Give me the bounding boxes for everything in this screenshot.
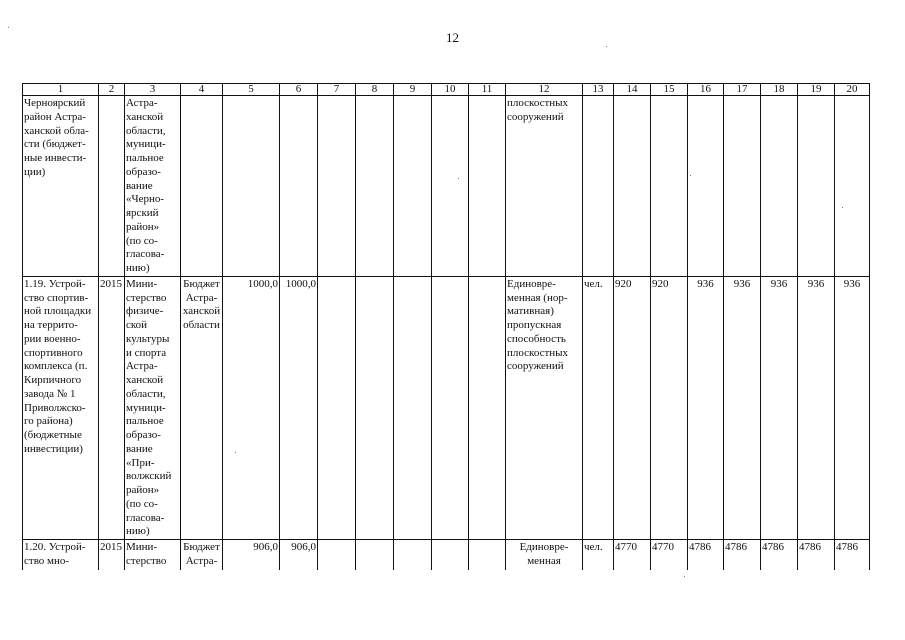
- table-cell: Черноярский район Астра- ханской обла- сти (бюджет- ные инвести- ции): [23, 96, 99, 277]
- header-row: [23, 84, 870, 96]
- table-cell: [469, 96, 506, 277]
- table-cell: 906,0: [223, 540, 280, 570]
- table-cell: [835, 96, 870, 277]
- table-cell: [688, 96, 724, 277]
- table-cell: 936: [761, 276, 798, 539]
- scan-speck: [458, 178, 459, 179]
- scan-speck: [606, 46, 607, 47]
- table-cell: 920: [651, 276, 688, 539]
- table-cell: [583, 96, 614, 277]
- scan-speck: [8, 27, 9, 28]
- table-cell: [223, 96, 280, 277]
- table-cell: 936: [798, 276, 835, 539]
- column-header: 9: [394, 84, 432, 96]
- table-cell: 4786: [688, 540, 724, 570]
- column-header: 19: [798, 84, 835, 96]
- table-cell: [761, 96, 798, 277]
- scan-speck: [684, 576, 685, 577]
- table-cell: 1000,0: [223, 276, 280, 539]
- scan-speck: [842, 207, 843, 208]
- column-header: 11: [469, 84, 506, 96]
- table-cell: 936: [835, 276, 870, 539]
- table-cell: [181, 96, 223, 277]
- table-cell: 936: [688, 276, 724, 539]
- budget-table: [22, 83, 870, 570]
- column-header: 17: [724, 84, 761, 96]
- column-header: 4: [181, 84, 223, 96]
- table-cell: [469, 540, 506, 570]
- table-cell: Единовре- менная (нор- мативная) пропускная способность плоскостных сооружений: [506, 276, 583, 539]
- table-row: [23, 276, 870, 539]
- table-cell: 1.20. Устрой- ство мно-: [23, 540, 99, 570]
- table-cell: 4786: [761, 540, 798, 570]
- table-cell: плоскостных сооружений: [506, 96, 583, 277]
- column-header: 1: [23, 84, 99, 96]
- table-row: [23, 540, 870, 570]
- table-cell: [318, 96, 356, 277]
- column-header: 12: [506, 84, 583, 96]
- table-cell: 4786: [724, 540, 761, 570]
- table-cell: [432, 96, 469, 277]
- scan-speck: [235, 452, 236, 453]
- table-cell: [318, 276, 356, 539]
- column-header: 16: [688, 84, 724, 96]
- column-header: 10: [432, 84, 469, 96]
- table-cell: Мини- стерство физиче- ской культуры и спорта Астра- ханской области, муници- пальное образо- вание «При- волжский район» (по со- гласова- нию): [125, 276, 181, 539]
- table-cell: [394, 96, 432, 277]
- table-cell: [356, 540, 394, 570]
- column-header: 8: [356, 84, 394, 96]
- table-cell: [99, 96, 125, 277]
- column-header: 20: [835, 84, 870, 96]
- column-header: 18: [761, 84, 798, 96]
- table-cell: Мини- стерство: [125, 540, 181, 570]
- table-cell: [318, 540, 356, 570]
- table-cell: 2015: [99, 276, 125, 539]
- table-cell: [469, 276, 506, 539]
- table-row: [23, 96, 870, 277]
- table-cell: 1000,0: [280, 276, 318, 539]
- table-cell: 4786: [798, 540, 835, 570]
- table-cell: [798, 96, 835, 277]
- table-cell: 1.19. Устрой- ство спортив- ной площадки на террито- рии военно- спортивного комплекса (п. Кирпичного завода № 1 Приволжско- го района) (бюджетные инвестиции): [23, 276, 99, 539]
- scan-speck: [690, 175, 691, 176]
- table-cell: 936: [724, 276, 761, 539]
- column-header: 6: [280, 84, 318, 96]
- table-cell: [651, 96, 688, 277]
- table-cell: [432, 276, 469, 539]
- table-cell: [280, 96, 318, 277]
- table-cell: Единовре- менная: [506, 540, 583, 570]
- column-header: 5: [223, 84, 280, 96]
- table-cell: чел.: [583, 276, 614, 539]
- table-cell: [356, 96, 394, 277]
- column-header: 3: [125, 84, 181, 96]
- table-cell: [394, 540, 432, 570]
- table-cell: [724, 96, 761, 277]
- table-cell: [394, 276, 432, 539]
- column-header: 14: [614, 84, 651, 96]
- table-cell: 4770: [651, 540, 688, 570]
- table-cell: 920: [614, 276, 651, 539]
- table-cell: 906,0: [280, 540, 318, 570]
- column-header: 2: [99, 84, 125, 96]
- table-cell: чел.: [583, 540, 614, 570]
- table-cell: [614, 96, 651, 277]
- column-header: 7: [318, 84, 356, 96]
- column-header: 15: [651, 84, 688, 96]
- table-cell: 2015: [99, 540, 125, 570]
- table-cell: [432, 540, 469, 570]
- column-header: 13: [583, 84, 614, 96]
- table-cell: Бюджет Астра-: [181, 540, 223, 570]
- table-cell: Бюджет Астра- ханской области: [181, 276, 223, 539]
- table-cell: Астра- ханской области, муници- пальное образо- вание «Черно- ярский район» (по со- гласова- нию): [125, 96, 181, 277]
- page-number: 12: [446, 30, 459, 45]
- table-cell: 4786: [835, 540, 870, 570]
- table-cell: [356, 276, 394, 539]
- table-cell: 4770: [614, 540, 651, 570]
